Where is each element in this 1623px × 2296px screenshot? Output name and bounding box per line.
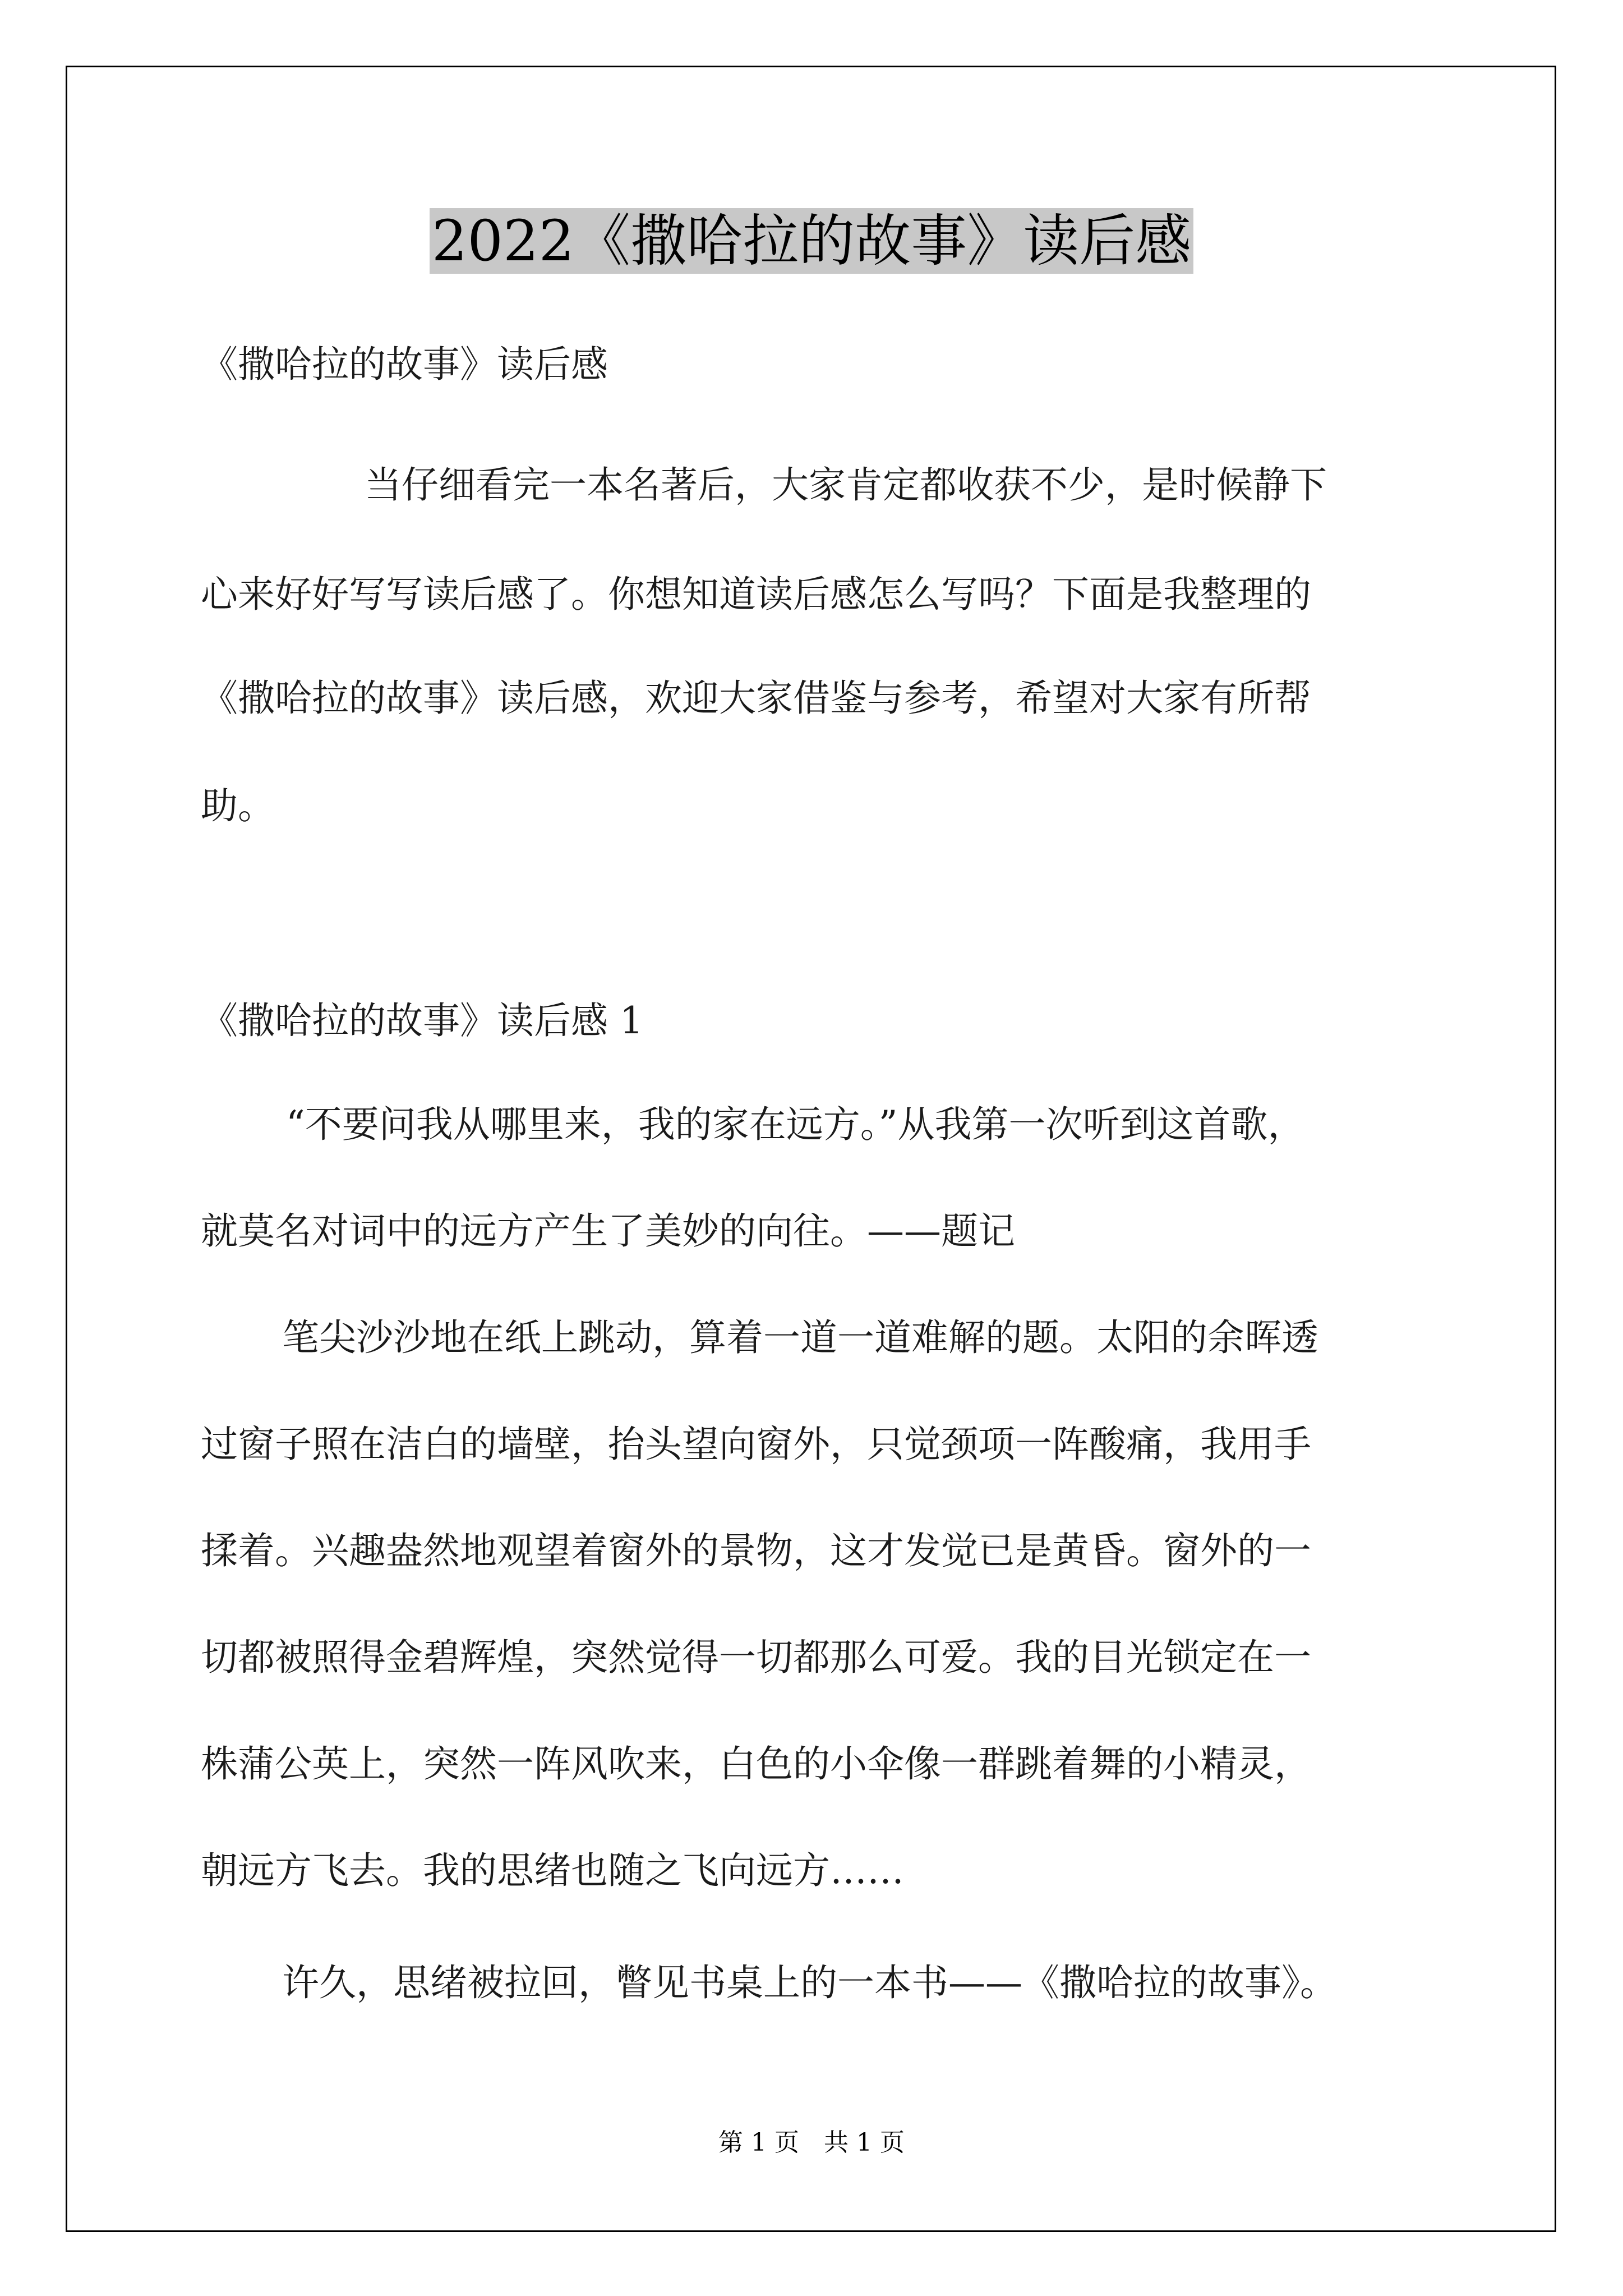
paragraph-line: 株蒲公英上，突然一阵风吹来，白色的小伞像一群跳着舞的小精灵， — [201, 1742, 1311, 1786]
page-footer: 第 1 页 共 1 页 — [718, 2128, 905, 2157]
paragraph-line: 笔尖沙沙地在纸上跳动，算着一道一道难解的题。太阳的余晖透 — [282, 1316, 1318, 1359]
subtitle-line: 《撒哈拉的故事》读后感 — [201, 343, 608, 386]
paragraph-line: 许久，思绪被拉回，瞥见书桌上的一本书——《撒哈拉的故事》。 — [282, 1961, 1337, 2004]
paragraph-line: “不要问我从哪里来，我的家在远方。”从我第一次听到这首歌， — [286, 1103, 1305, 1146]
paragraph-line: 揉着。兴趣盎然地观望着窗外的景物，这才发觉已是黄昏。窗外的一 — [201, 1529, 1311, 1572]
paragraph-line: 过窗子照在洁白的墙壁，抬头望向窗外，只觉颈项一阵酸痛，我用手 — [201, 1423, 1311, 1466]
document-title — [0, 199, 1623, 283]
paragraph-line: 助。 — [201, 784, 275, 827]
paragraph-line: 就莫名对词中的远方产生了美妙的向往。——题记 — [201, 1209, 1015, 1253]
title-text: 2022《撒哈拉的故事》读后感 — [430, 208, 1194, 274]
paragraph-line: 《撒哈拉的故事》读后感，欢迎大家借鉴与参考，希望对大家有所帮 — [201, 677, 1311, 720]
paragraph-line: 当仔细看完一本名著后，大家肯定都收获不少，是时候静下 — [365, 463, 1327, 507]
paragraph-line: 切都被照得金碧辉煌，突然觉得一切都那么可爱。我的目光锁定在一 — [201, 1636, 1311, 1679]
paragraph-line: 心来好好写写读后感了。你想知道读后感怎么写吗？下面是我整理的 — [201, 573, 1311, 616]
section-heading: 《撒哈拉的故事》读后感 1 — [201, 999, 643, 1042]
paragraph-line: 朝远方飞去。我的思绪也随之飞向远方…… — [201, 1849, 904, 1892]
